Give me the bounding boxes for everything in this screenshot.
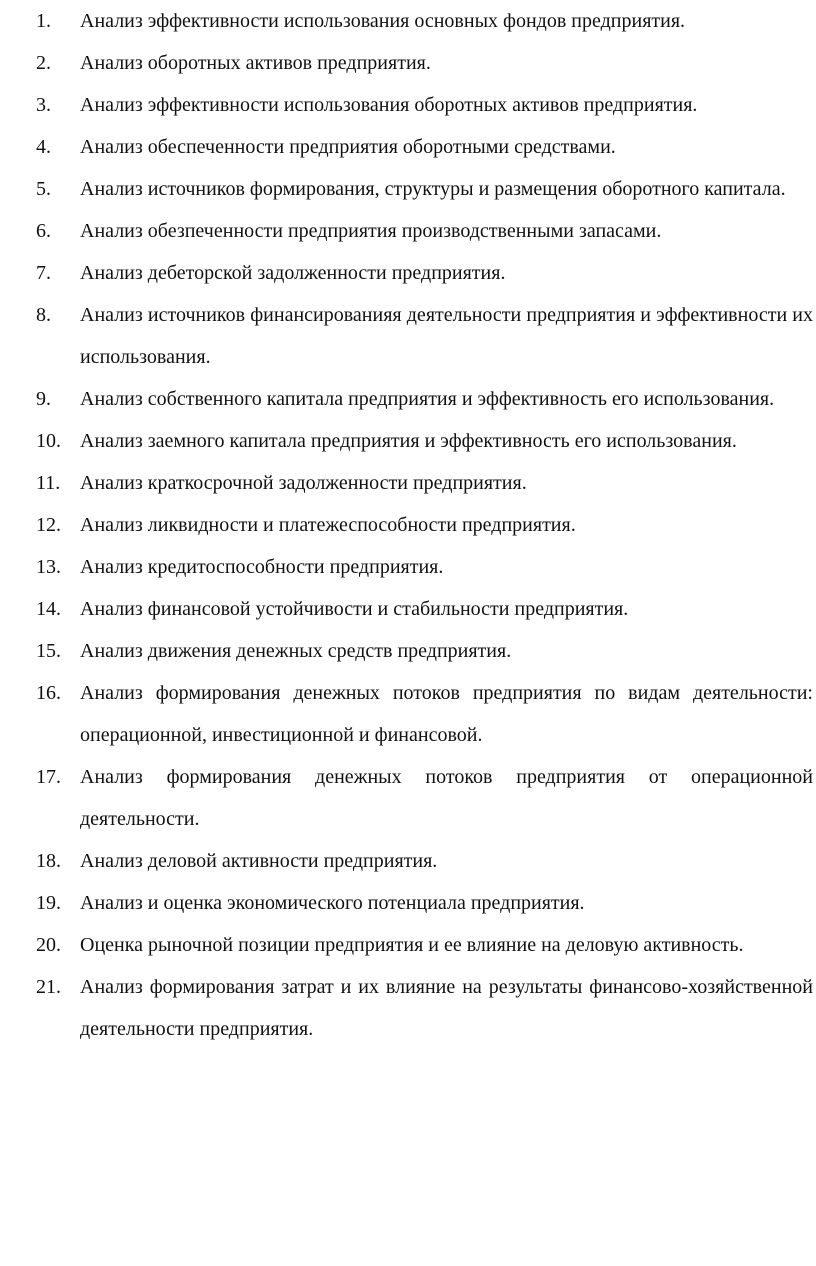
item-text: Анализ кредитоспособности предприятия. bbox=[80, 556, 444, 578]
item-text: Анализ финансовой устойчивости и стабильности предприятия. bbox=[80, 598, 629, 620]
item-number: 2. bbox=[36, 52, 51, 74]
item-text: Анализ эффективности использования оборотных активов предприятия. bbox=[80, 94, 698, 116]
item-number: 15. bbox=[36, 640, 61, 662]
item-text: Анализ оборотных активов предприятия. bbox=[80, 52, 431, 74]
item-number: 6. bbox=[36, 220, 51, 242]
list-item bbox=[36, 630, 813, 672]
item-number: 7. bbox=[36, 262, 51, 284]
list-item bbox=[36, 168, 813, 210]
list-item bbox=[36, 840, 813, 882]
list-item bbox=[36, 546, 813, 588]
list-item bbox=[36, 924, 813, 966]
item-number: 3. bbox=[36, 94, 51, 116]
item-text: Анализ движения денежных средств предприятия. bbox=[80, 640, 512, 662]
list-item bbox=[36, 42, 813, 84]
list-item bbox=[36, 504, 813, 546]
item-number: 13. bbox=[36, 556, 61, 578]
list-item bbox=[36, 294, 813, 378]
item-number: 5. bbox=[36, 178, 51, 200]
item-number: 19. bbox=[36, 892, 61, 914]
item-text: Оценка рыночной позиции предприятия и ее влияние на деловую активность. bbox=[80, 934, 744, 956]
item-number: 11. bbox=[36, 472, 61, 494]
item-text: Анализ эффективности использования основных фондов предприятия. bbox=[80, 10, 686, 32]
item-number: 20. bbox=[36, 934, 61, 956]
item-text: Анализ ликвидности и платежеспособности предприятия. bbox=[80, 514, 576, 536]
item-text: Анализ дебеторской задолженности предприятия. bbox=[80, 262, 506, 284]
item-number: 14. bbox=[36, 598, 61, 620]
list-item bbox=[36, 462, 813, 504]
list-item bbox=[36, 588, 813, 630]
item-text: Анализ собственного капитала предприятия и эффективность его использования. bbox=[80, 388, 775, 410]
item-text: Анализ заемного капитала предприятия и эффективность его использования. bbox=[80, 430, 737, 452]
item-number: 12. bbox=[36, 514, 61, 536]
list-item bbox=[36, 210, 813, 252]
list-item bbox=[36, 420, 813, 462]
item-text: Анализ источников финансированияя деятельности предприятия и эффективности их использования. bbox=[80, 304, 813, 368]
item-text: Анализ и оценка экономического потенциала предприятия. bbox=[80, 892, 585, 914]
list-item bbox=[36, 126, 813, 168]
item-number: 4. bbox=[36, 136, 51, 158]
topic-list bbox=[36, 0, 813, 1050]
list-item bbox=[36, 84, 813, 126]
list-item bbox=[36, 966, 813, 1050]
item-text: Анализ формирования затрат и их влияние на результаты финансово-хозяйственной деятельности предприятия. bbox=[80, 976, 813, 1040]
item-number: 8. bbox=[36, 304, 51, 326]
item-text: Анализ источников формирования, структуры и размещения оборотного капитала. bbox=[80, 178, 786, 200]
item-text: Анализ формирования денежных потоков предприятия по видам деятельности: операционной, инвестиционной и финансовой. bbox=[80, 682, 813, 746]
list-item bbox=[36, 378, 813, 420]
item-text: Анализ обезпеченности предприятия производственными запасами. bbox=[80, 220, 662, 242]
list-item bbox=[36, 756, 813, 840]
item-text: Анализ деловой активности предприятия. bbox=[80, 850, 438, 872]
item-text: Анализ формирования денежных потоков предприятия от операционной деятельности. bbox=[80, 766, 813, 830]
item-number: 17. bbox=[36, 766, 61, 788]
item-number: 21. bbox=[36, 976, 61, 998]
item-text: Анализ краткосрочной задолженности предприятия. bbox=[80, 472, 527, 494]
item-number: 9. bbox=[36, 388, 51, 410]
list-item bbox=[36, 882, 813, 924]
list-item bbox=[36, 0, 813, 42]
item-number: 10. bbox=[36, 430, 61, 452]
list-item bbox=[36, 252, 813, 294]
item-number: 1. bbox=[36, 10, 51, 32]
item-number: 16. bbox=[36, 682, 61, 704]
item-number: 18. bbox=[36, 850, 61, 872]
list-item bbox=[36, 672, 813, 756]
item-text: Анализ обеспеченности предприятия оборотными средствами. bbox=[80, 136, 616, 158]
